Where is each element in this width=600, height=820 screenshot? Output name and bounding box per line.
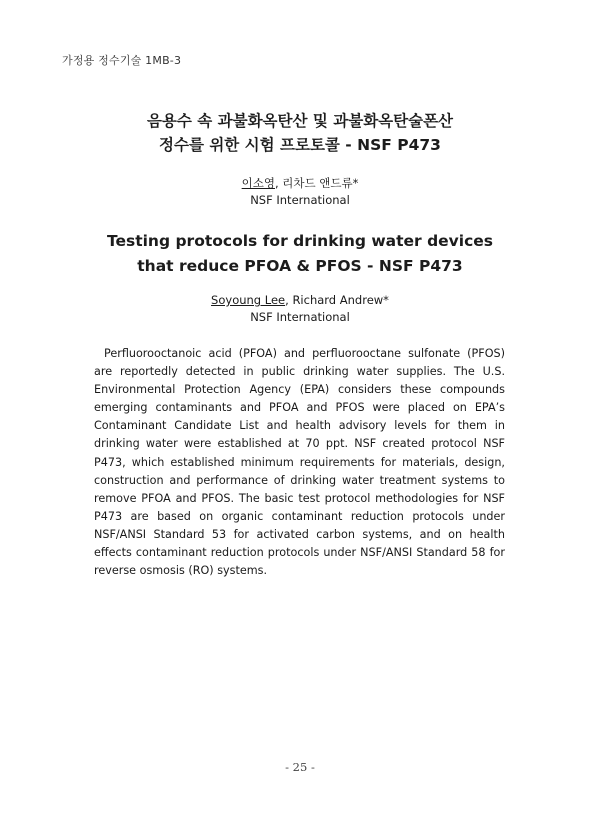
english-author-names — [0, 292, 600, 309]
korean-author-block — [0, 175, 600, 209]
english-title-line-1: Testing protocols for drinking water devices — [106, 232, 494, 250]
korean-author-names — [0, 175, 600, 192]
author-separator: , — [274, 176, 283, 190]
korean-title-line-1: 음용수 속 과불화옥탄산 및 과불화옥탄술폰산 — [146, 112, 454, 130]
korean-affiliation: NSF International — [250, 193, 350, 207]
english-second-author: Richard Andrew* — [292, 293, 389, 307]
korean-title — [0, 109, 600, 157]
korean-first-author: 이소영 — [241, 176, 275, 190]
page-number: - 25 - — [285, 760, 315, 774]
english-title-line-2: that reduce PFOA & PFOS - NSF P473 — [137, 257, 463, 275]
korean-second-author: 리차드 앤드류* — [282, 176, 359, 190]
author-separator: , — [285, 293, 293, 307]
korean-title-line-2: 정수를 위한 시험 프로토콜 - NSF P473 — [159, 136, 441, 154]
abstract-paragraph: Perfluorooctanoic acid (PFOA) and perfluorooctane sulfonate (PFOS) are reportedly detected in public drinking water supplies. The U.S. Environmental Protection Agency (EPA) considers these compounds emerging contaminants and PFOA and PFOS were placed on EPA’s Contaminant Candidate List and health advisory levels for them in drinking water were established at 70 ppt. NSF created protocol NSF P473, which established minimum requirements for materials, design, construction and performance of drinking water treatment systems to remove PFOA and PFOS. The basic test protocol methodologies for NSF P473 are based on organic contaminant reduction protocols under NSF/ANSI Standard 53 for activated carbon systems, and on health effects contaminant reduction protocols under NSF/ANSI Standard 58 for reverse osmosis (RO) systems. — [94, 347, 505, 578]
english-title — [0, 229, 600, 279]
english-author-block — [0, 292, 600, 326]
running-head: 가정용 정수기술 1MB-3 — [62, 54, 182, 67]
english-affiliation: NSF International — [250, 310, 350, 324]
english-first-author: Soyoung Lee — [211, 293, 286, 307]
